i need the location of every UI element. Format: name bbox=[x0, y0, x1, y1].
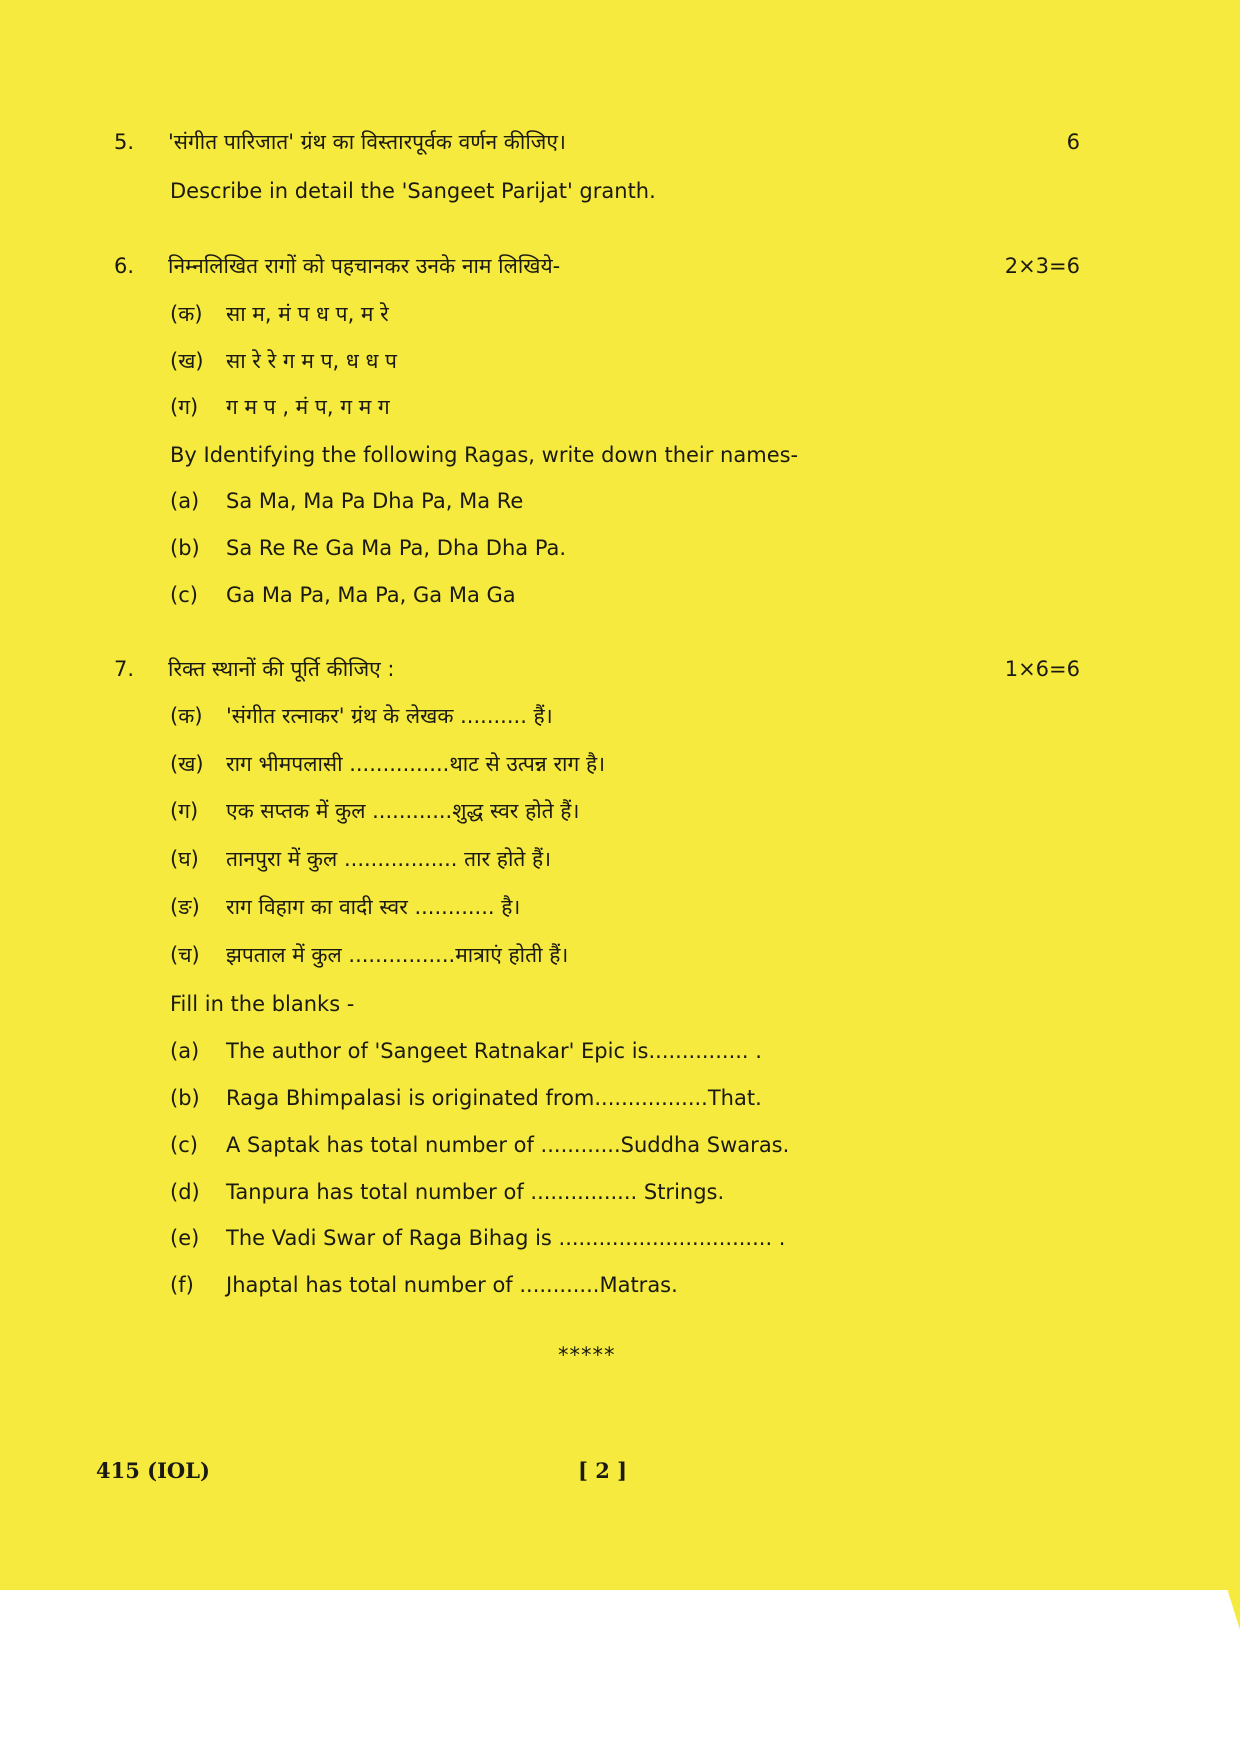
list-item bbox=[170, 393, 390, 421]
question-number: 7. bbox=[114, 657, 135, 681]
item-label: (b) bbox=[170, 536, 200, 560]
item-text: सा म, मं प ध प, म रे bbox=[226, 302, 389, 326]
list-item bbox=[170, 1037, 762, 1065]
list-item bbox=[170, 797, 579, 825]
item-label: (क) bbox=[170, 302, 203, 326]
item-label: (ख) bbox=[170, 752, 204, 776]
item-text: 'संगीत रत्नाकर' ग्रंथ के लेखक .......... हैं। bbox=[226, 704, 553, 728]
page-number: [ 2 ] bbox=[578, 1458, 628, 1483]
question-hindi: निम्नलिखित रागों को पहचानकर उनके नाम लिखिये- bbox=[168, 254, 561, 278]
list-item bbox=[170, 702, 553, 730]
item-text: ग म प , मं प, ग म ग bbox=[226, 395, 390, 419]
question-marks: 6 bbox=[1066, 130, 1080, 154]
question-marks: 2×3=6 bbox=[1004, 254, 1080, 278]
item-label: (ख) bbox=[170, 349, 204, 373]
list-item bbox=[170, 893, 520, 921]
item-label: (c) bbox=[170, 583, 198, 607]
list-item bbox=[170, 300, 389, 328]
item-label: (च) bbox=[170, 943, 200, 967]
item-label: (a) bbox=[170, 489, 200, 513]
end-of-paper-mark: ***** bbox=[558, 1343, 616, 1367]
item-label: (क) bbox=[170, 704, 203, 728]
item-label: (a) bbox=[170, 1039, 200, 1063]
item-text: The Vadi Swar of Raga Bihag is ................................ . bbox=[226, 1226, 786, 1250]
list-item bbox=[170, 487, 523, 515]
item-text: The author of 'Sangeet Ratnakar' Epic is............... . bbox=[226, 1039, 762, 1063]
list-item bbox=[170, 1271, 678, 1299]
question-marks: 1×6=6 bbox=[1004, 657, 1080, 681]
list-item bbox=[170, 534, 566, 562]
item-text: Raga Bhimpalasi is originated from.................That. bbox=[226, 1086, 762, 1110]
list-item bbox=[170, 1084, 762, 1112]
item-text: सा रे रे ग म प, ध ध प bbox=[226, 349, 397, 373]
item-label: (ग) bbox=[170, 395, 199, 419]
item-text: Tanpura has total number of ................ Strings. bbox=[226, 1180, 725, 1204]
list-item bbox=[170, 1178, 724, 1206]
item-label: (ग) bbox=[170, 799, 199, 823]
item-text: राग विहाग का वादी स्वर ............ है। bbox=[226, 895, 521, 919]
list-item bbox=[170, 941, 568, 969]
item-text: एक सप्तक में कुल ............शुद्ध स्वर होते हैं। bbox=[226, 799, 580, 823]
item-label: (c) bbox=[170, 1133, 198, 1157]
item-text: Sa Re Re Ga Ma Pa, Dha Dha Pa. bbox=[226, 536, 567, 560]
question-number: 5. bbox=[114, 130, 135, 154]
list-item bbox=[170, 845, 551, 873]
list-item bbox=[170, 1131, 789, 1159]
list-item bbox=[170, 581, 516, 609]
item-label: (ङ) bbox=[170, 895, 200, 919]
item-text: Sa Ma, Ma Pa Dha Pa, Ma Re bbox=[226, 489, 524, 513]
list-item bbox=[170, 1224, 785, 1252]
list-item bbox=[170, 347, 397, 375]
question-english: Fill in the blanks - bbox=[170, 992, 355, 1016]
item-text: तानपुरा में कुल ................. तार होते हैं। bbox=[226, 847, 552, 871]
item-label: (d) bbox=[170, 1180, 200, 1204]
item-label: (f) bbox=[170, 1273, 194, 1297]
item-label: (b) bbox=[170, 1086, 200, 1110]
question-number: 6. bbox=[114, 254, 135, 278]
item-text: A Saptak has total number of ............Suddha Swaras. bbox=[226, 1133, 790, 1157]
question-english: By Identifying the following Ragas, write down their names- bbox=[170, 443, 799, 467]
item-text: Ga Ma Pa, Ma Pa, Ga Ma Ga bbox=[226, 583, 516, 607]
item-label: (घ) bbox=[170, 847, 199, 871]
list-item bbox=[170, 750, 605, 778]
item-label: (e) bbox=[170, 1226, 200, 1250]
item-text: झपताल में कुल ................मात्राएं होती हैं। bbox=[226, 943, 569, 967]
question-hindi: 'संगीत पारिजात' ग्रंथ का विस्तारपूर्वक वर्णन कीजिए। bbox=[168, 130, 566, 154]
question-english: Describe in detail the 'Sangeet Parijat' granth. bbox=[170, 179, 656, 203]
paper-code: 415 (IOL) bbox=[96, 1458, 210, 1483]
item-text: Jhaptal has total number of ............Matras. bbox=[226, 1273, 678, 1297]
question-hindi: रिक्त स्थानों की पूर्ति कीजिए : bbox=[168, 657, 395, 681]
item-text: राग भीमपलासी ...............थाट से उत्पन्न राग है। bbox=[226, 752, 606, 776]
